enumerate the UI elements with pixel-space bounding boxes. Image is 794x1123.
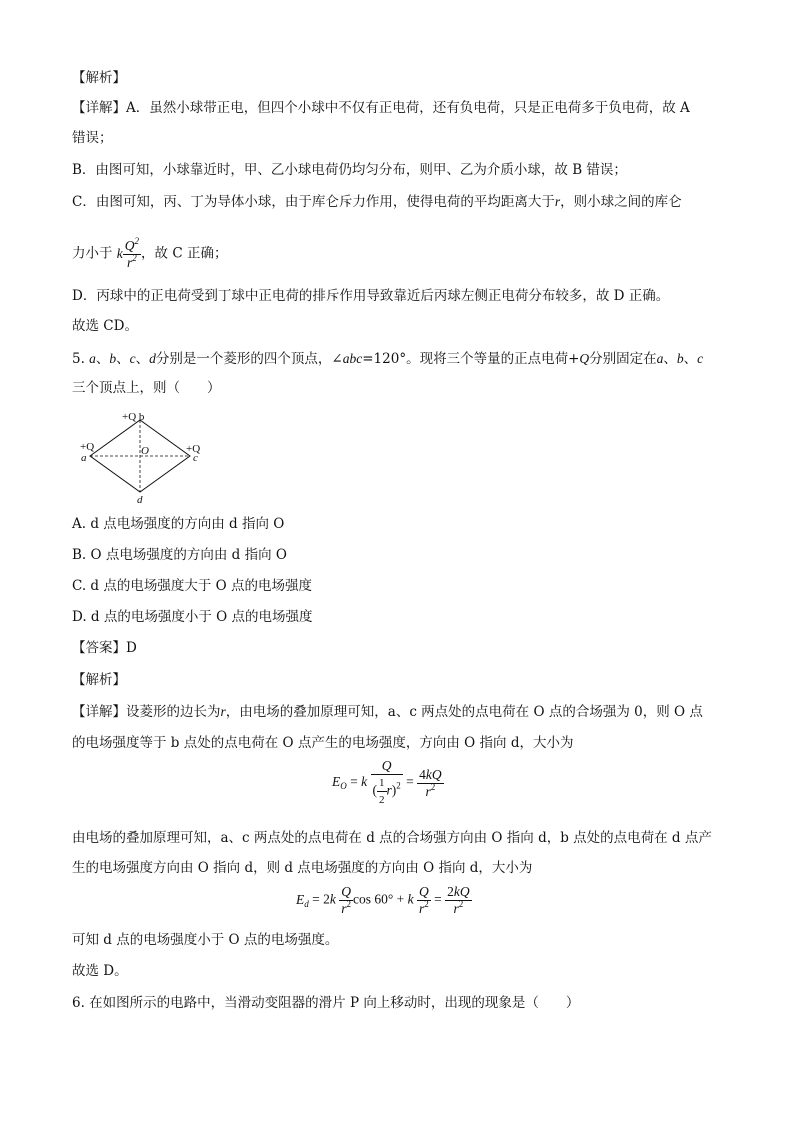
q5-answer: [72, 638, 137, 658]
q4-option-c-text: C．由图可知，丙、丁为导体小球，由于库仑斥力作用，使得电荷的平均距离大于: [72, 194, 555, 210]
q6-stem: 6. 在如图所示的电路中，当滑动变阻器的滑片 P 向上移动时，出现的现象是（ ）: [72, 995, 580, 1011]
coulomb-formula: k $\frac{Q^2}{r^2}$: [116, 236, 140, 270]
q4-option-c-text-4: ，故 C 正确；: [141, 245, 228, 262]
q5-exp-line1: 【详解】设菱形的边长为r，由电场的叠加原理可知，a、c 两点处的点电荷在 O 点的合场强为 0，则 O 点: [72, 704, 703, 720]
q5-analysis-tag: 【解析】: [72, 672, 126, 688]
q5-option-c: C. d 点的电场强度大于 O 点的电场强度: [72, 578, 313, 594]
q5-number: 5.: [72, 351, 90, 367]
q5-exp-line4: 生的电场强度方向由 O 指向 d，则 d 点电场强度的方向由 O 指向 d，大小为: [72, 860, 533, 876]
q5-exp-text-2: ，由电场的叠加原理可知，a、c 两点处的点电荷在 O 点的合场强为 0，则 O 点: [225, 704, 703, 720]
q4-option-a-explanation: A．虽然小球带正电，但四个小球中不仅有正电荷，还有负电荷，只是正电荷多于负电荷，故 A: [126, 100, 690, 116]
q5-stem-text-1: 分别是一个菱形的四个顶点，∠: [155, 351, 343, 367]
label-b: +Q b: [122, 411, 145, 423]
label-d: d: [137, 494, 143, 504]
label-c: c: [193, 452, 198, 464]
q4-choose: 故选 CD。: [72, 318, 138, 334]
q5-option-a: A. d 点电场强度的方向由 d 指向 O: [72, 516, 285, 532]
equation-eo: $E_O = k$ Q ( $\frac{1}{2}$ r)$^2$ = $\frac{4kQ}{r^2}$: [332, 758, 442, 806]
q4-option-c-text-3: 力小于: [72, 245, 113, 262]
analysis-tag: 【解析】: [72, 70, 126, 86]
q5-exp-text-1: 设菱形的边长为: [126, 704, 221, 720]
var-r: r: [554, 194, 561, 209]
equation-ed: $E_d = 2k$ $\frac{Q}{r^2}$ cos 60° + k $\frac{Q}{r^2}$ = $\frac{2kQ}{r^2}$: [296, 884, 470, 916]
answer-value: D: [126, 640, 137, 656]
answer-tag: 【答案】: [72, 640, 126, 656]
q5-stem-line1: 5. a、b、c、d分别是一个菱形的四个顶点，∠abc=120°。现将三个等量的正点电荷+Q分别固定在a、b、c: [72, 351, 704, 367]
detail-tag: 【详解】: [72, 100, 126, 116]
rhombus-figure: [78, 408, 208, 504]
q5-option-b: B. O 点电场强度的方向由 d 指向 O: [72, 547, 287, 563]
q5-detail-tag: 【详解】: [72, 704, 126, 720]
q4-line-c2: [72, 238, 227, 271]
q4-option-d-explanation: D．丙球中的正电荷受到丁球中正电荷的排斥作用导致靠近后丙球左侧正电荷分布较多，故 D 正确。: [72, 288, 670, 304]
q5-exp-line2: 的电场强度等于 b 点处的点电荷在 O 点产生的电场强度，方向由 O 指向 d，大小为: [72, 735, 574, 751]
q4-option-c-text-2: ，则小球之间的库仑: [560, 194, 682, 210]
label-c-charge: +Q: [186, 443, 201, 455]
q4-option-b-explanation: B．由图可知，小球靠近时，甲、乙小球电荷仍均匀分布，则甲、乙为介质小球，故 B 错误；: [72, 162, 627, 178]
q5-stem-text-3: 分别固定在: [589, 351, 657, 367]
q4-line-c1: [72, 192, 682, 212]
q5-exp-line3: 由电场的叠加原理可知，a、c 两点处的点电荷在 d 点的合场强方向由 O 指向 d，b 点处的点电荷在 d 点产: [72, 830, 712, 846]
label-a-charge: +Q: [80, 441, 95, 453]
label-a: a: [81, 452, 87, 464]
label-o: O: [141, 445, 149, 457]
q5-option-d: D. d 点的电场强度小于 O 点的电场强度: [72, 609, 313, 625]
q5-exp-line5: 可知 d 点的电场强度小于 O 点的电场强度。: [72, 932, 339, 948]
q4-line-a2: 错误；: [72, 130, 113, 146]
q5-stem-line2: 三个顶点上，则（ ）: [72, 380, 221, 396]
q5-stem-text-2: =120°。现将三个等量的正点电荷+: [362, 351, 580, 367]
q4-line-a1: [72, 98, 690, 118]
q5-choose: 故选 D。: [72, 963, 128, 979]
